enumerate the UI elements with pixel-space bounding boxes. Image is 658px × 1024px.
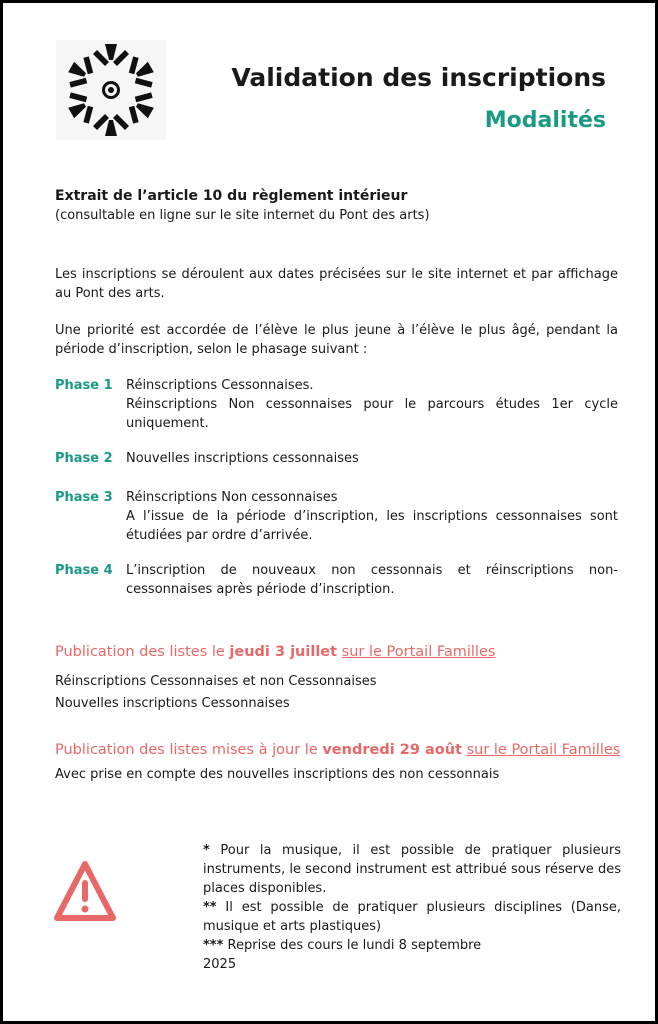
footnotes: [203, 841, 621, 974]
publication-date: vendredi 29 août: [322, 742, 462, 758]
phase-label: Phase 3: [55, 490, 113, 505]
phase-2: [55, 449, 618, 468]
phase-label: Phase 4: [55, 563, 113, 578]
phase-label: Phase 1: [55, 378, 113, 393]
publication-1-heading: [55, 644, 495, 660]
publication-1-line: Nouvelles inscriptions Cessonnaises: [55, 696, 290, 711]
star-flower-logo: [56, 40, 166, 140]
footnote-text: Il est possible de pratiquer plusieurs disciplines (Danse, musique et arts plastiques): [203, 900, 621, 934]
footnote-mark: ***: [203, 938, 224, 953]
phase-line: Réinscriptions Non cessonnaises: [126, 490, 338, 505]
phase-label: Phase 2: [55, 451, 113, 466]
footnote-mark: **: [203, 900, 217, 915]
priority-paragraph: Une priorité est accordée de l’élève le plus jeune à l’élève le plus âgé, pendant la période d’inscription, selon le phasage suivant :: [55, 323, 618, 357]
extract-title: Extrait de l’article 10 du règlement intérieur: [55, 188, 408, 204]
phase-line: Réinscriptions Cessonnaises.: [126, 378, 314, 393]
publication-prefix: Publication des listes le: [55, 644, 230, 660]
footnote-2: [203, 898, 621, 936]
publication-2-line: Avec prise en compte des nouvelles inscriptions des non cessonnais: [55, 767, 500, 782]
extract-subtitle: (consultable en ligne sur le site internet du Pont des arts): [55, 208, 430, 223]
phase-line: Réinscriptions Non cessonnaises pour le parcours études 1er cycle uniquement.: [126, 397, 618, 431]
intro-paragraph: Les inscriptions se déroulent aux dates précisées sur le site internet et par affichage au Pont des arts.: [55, 267, 618, 301]
footnote-text: Reprise des cours le lundi 8 septembre 2025: [203, 938, 482, 972]
phase-line: A l’issue de la période d’inscription, les inscriptions cessonnaises sont étudiées par ordre d’arrivée.: [126, 509, 618, 543]
phase-4: [55, 561, 618, 599]
phase-line: Nouvelles inscriptions cessonnaises: [126, 451, 359, 466]
footnote-mark: *: [203, 843, 210, 858]
publication-date: jeudi 3 juillet: [229, 644, 338, 660]
warning-triangle-icon: [53, 858, 117, 938]
publication-1-line: Réinscriptions Cessonnaises et non Cessonnaises: [55, 674, 377, 689]
portail-familles-link[interactable]: sur le Portail Familles: [341, 644, 496, 660]
phase-1: [55, 376, 618, 433]
publication-prefix: Publication des listes mises à jour le: [55, 742, 323, 758]
publication-2-heading: [55, 742, 620, 758]
phase-line: L’inscription de nouveaux non cessonnais et réinscriptions non-cessonnaises après période d’inscription.: [126, 563, 618, 597]
footnote-3: [203, 936, 503, 974]
page-title: Validation des inscriptions: [231, 63, 606, 92]
portail-familles-link[interactable]: sur le Portail Familles: [466, 742, 621, 758]
phase-3: [55, 488, 618, 545]
page-subtitle: Modalités: [484, 108, 606, 133]
footnote-1: [203, 841, 621, 898]
footnote-text: Pour la musique, il est possible de pratiquer plusieurs instruments, le second instrument est attribué sous réserve des places disponibles.: [203, 843, 621, 896]
